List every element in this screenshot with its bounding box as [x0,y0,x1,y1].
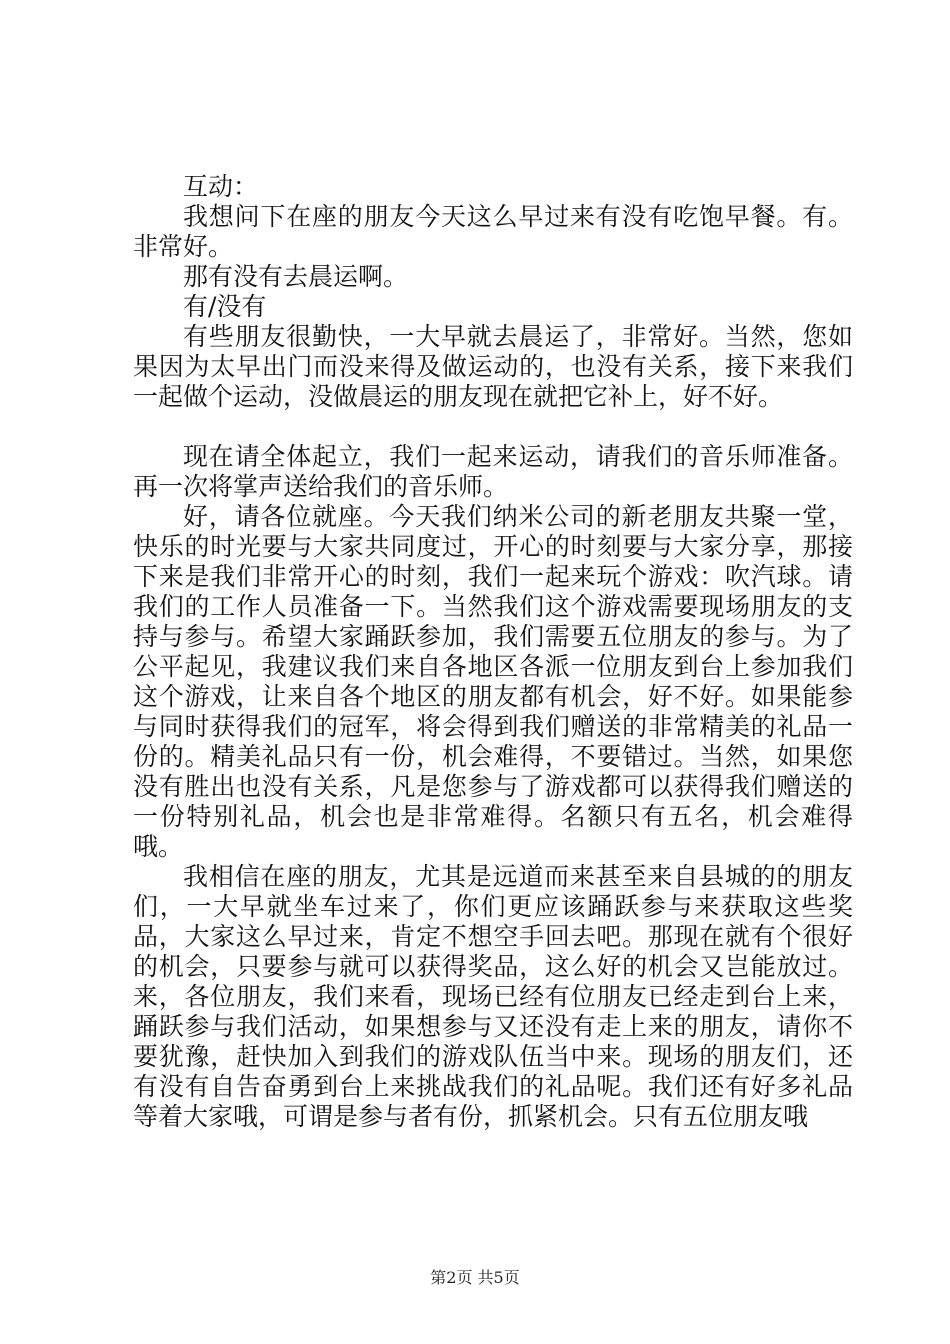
paragraph-interaction-heading: 互动： [183,172,259,201]
paragraph-morning-exercise-question: 那有没有去晨运啊。 [183,262,409,291]
paragraph-stand-up: 现在请全体起立，我们一起来运动，请我们的音乐师准备。再一次将掌声送给我们的音乐师。 [133,442,853,501]
paragraph-yes-no: 有/没有 [183,292,267,321]
page-number-footer: 第2页 共5页 [430,1268,520,1287]
document-body [133,172,853,1132]
paragraph-breakfast-question: 我想问下在座的朋友今天这么早过来有没有吃饱早餐。有。非常好。 [133,202,853,261]
paragraph-exercise-invite: 有些朋友很勤快，一大早就去晨运了，非常好。当然，您如果因为太早出门而没来得及做运动的，也没有关系，接下来我们一起做个运动，没做晨运的朋友现在就把它补上，好不好。 [133,322,853,411]
paragraph-encourage-participation: 我相信在座的朋友，尤其是远道而来甚至来自县城的的朋友们，一大早就坐车过来了，你们更应该踊跃参与来获取这些奖品，大家这么早过来，肯定不想空手回去吧。那现在就有个很好的机会，只要参与就可以获得奖品，这么好的机会又岂能放过。来，各位朋友，我们来看，现场已经有位朋友已经走到台上来，踊跃参与我们活动，如果想参与又还没有走上来的朋友，请你不要犹豫，赶快加入到我们的游戏队伍当中来。现场的朋友们，还有没有自告奋勇到台上来挑战我们的礼品呢。我们还有好多礼品等着大家哦，可谓是参与者有份，抓紧机会。只有五位朋友哦 [133,862,853,1131]
paragraph-balloon-game: 好，请各位就座。今天我们纳米公司的新老朋友共聚一堂，快乐的时光要与大家共同度过，开心的时刻要与大家分享，那接下来是我们非常开心的时刻，我们一起来玩个游戏：吹汽球。请我们的工作人员准备一下。当然我们这个游戏需要现场朋友的支持与参与。希望大家踊跃参加，我们需要五位朋友的参与。为了公平起见，我建议我们来自各地区各派一位朋友到台上参加我们这个游戏，让来自各个地区的朋友都有机会，好不好。如果能参与同时获得我们的冠军，将会得到我们赠送的非常精美的礼品一份的。精美礼品只有一份，机会难得，不要错过。当然，如果您没有胜出也没有关系，凡是您参与了游戏都可以获得我们赠送的一份特别礼品，机会也是非常难得。名额只有五名，机会难得哦。 [133,502,853,861]
